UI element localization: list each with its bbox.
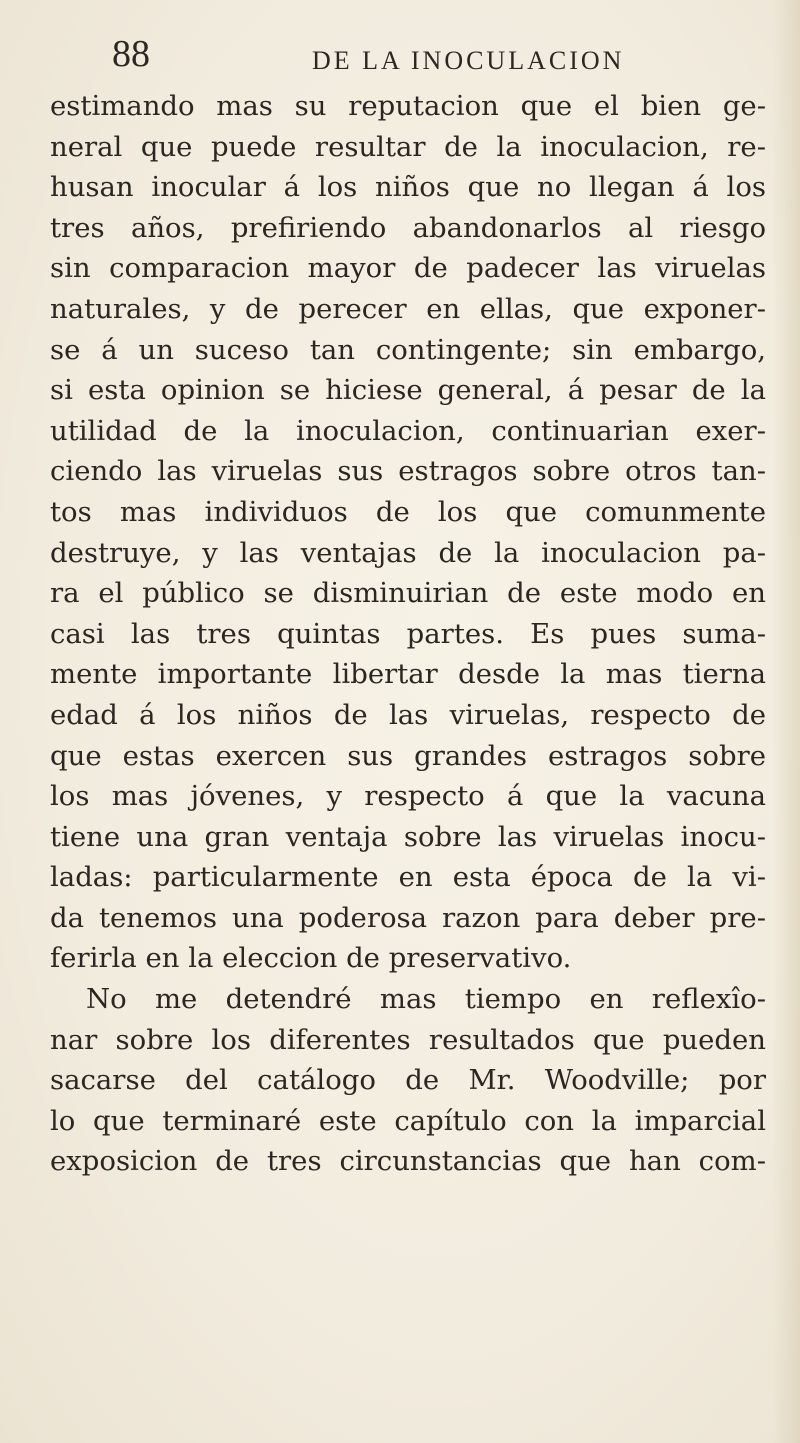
text-line: naturales, y de perecer en ellas, que exponer-	[50, 292, 766, 325]
text-line: da tenemos una poderosa razon para deber pre-	[50, 901, 766, 934]
running-head: DE LA INOCULACION	[312, 46, 625, 75]
text-line: utilidad de la inoculacion, continuarian exer-	[50, 414, 766, 447]
text-line: exposicion de tres circunstancias que han com-	[50, 1145, 766, 1178]
text-line: casi las tres quintas partes. Es pues suma-	[50, 617, 766, 650]
text-line: se á un suceso tan contingente; sin embargo,	[50, 333, 766, 366]
text-line: destruye, y las ventajas de la inoculacion pa-	[50, 536, 766, 569]
body-text	[50, 86, 766, 1182]
text-line: ra el público se disminuirian de este modo en	[50, 577, 766, 610]
text-line: que estas exercen sus grandes estragos sobre	[50, 739, 766, 772]
page-edge-shadow	[772, 0, 800, 1443]
text-line: edad á los niños de las viruelas, respecto de	[50, 698, 766, 731]
text-line: sacarse del catálogo de Mr. Woodville; por	[50, 1064, 766, 1097]
text-line: si esta opinion se hiciese general, á pesar de la	[50, 374, 766, 407]
text-line: nar sobre los diferentes resultados que pueden	[50, 1023, 766, 1056]
page-header	[112, 34, 712, 84]
text-line: neral que puede resultar de la inoculacion, re-	[50, 130, 766, 163]
text-line: tiene una gran ventaja sobre las viruelas inocu-	[50, 820, 766, 853]
text-line: estimando mas su reputacion que el bien ge-	[50, 90, 766, 122]
paragraph-end-line: ferirla en la eleccion de preservativo.	[50, 942, 572, 975]
text-line: lo que terminaré este capítulo con la imparcial	[50, 1104, 766, 1137]
text-line: tos mas individuos de los que comunmente	[50, 495, 766, 528]
text-line: husan inocular á los niños que no llegan á los	[50, 171, 766, 204]
paragraph-start-line: No me detendré mas tiempo en reflexîo-	[86, 983, 766, 1016]
page-number: 88	[112, 33, 150, 75]
text-line: mente importante libertar desde la mas tierna	[50, 658, 766, 691]
text-line: sin comparacion mayor de padecer las viruelas	[50, 252, 766, 285]
text-line: los mas jóvenes, y respecto á que la vacuna	[50, 780, 766, 813]
text-line: ciendo las viruelas sus estragos sobre otros tan-	[50, 455, 766, 488]
text-line: tres años, prefiriendo abandonarlos al riesgo	[50, 211, 766, 244]
text-line: ladas: particularmente en esta época de la vi-	[50, 861, 766, 894]
